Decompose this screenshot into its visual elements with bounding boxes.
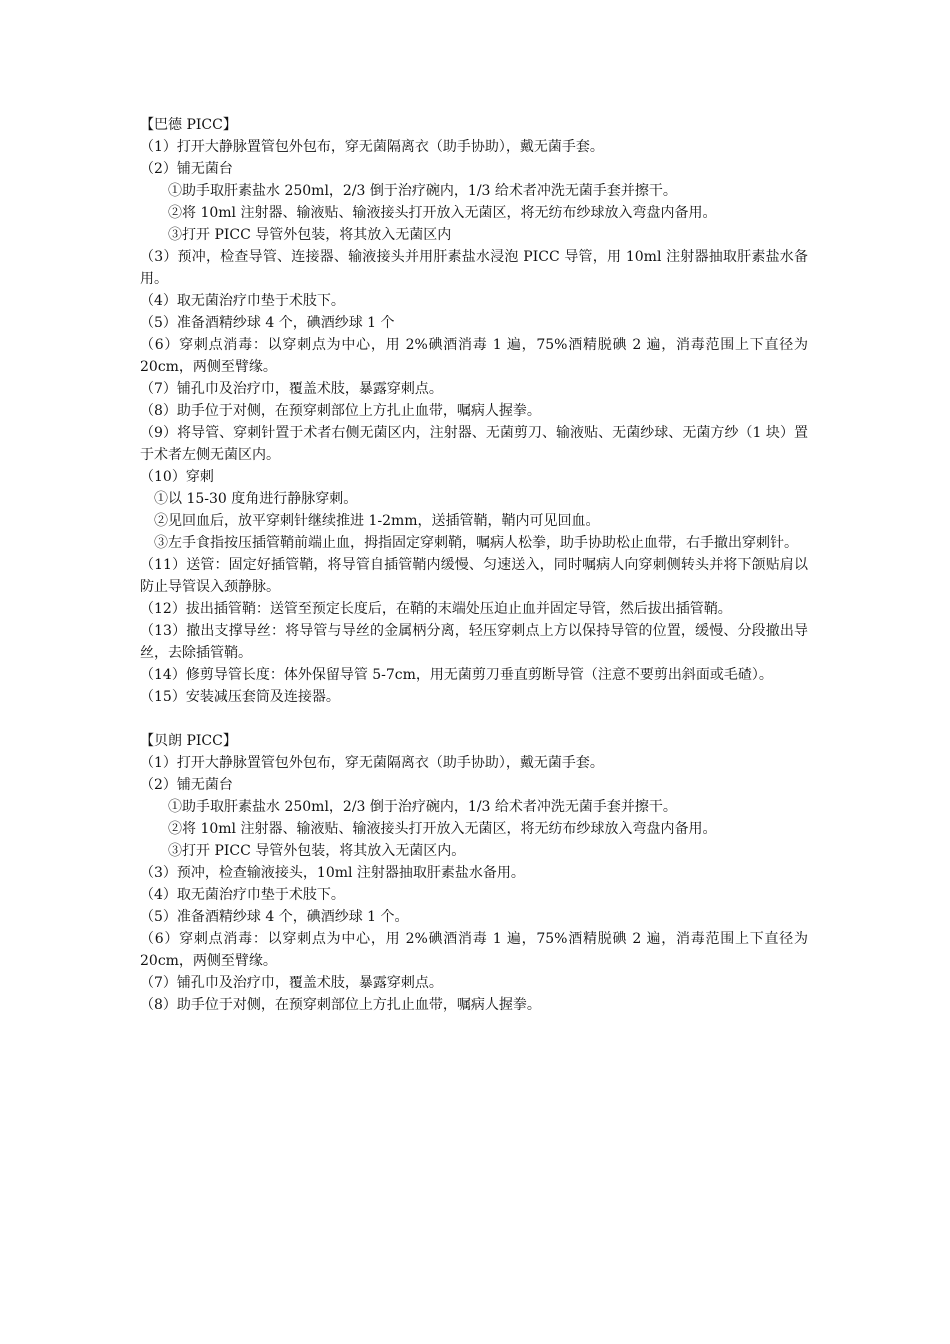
- step-paragraph: （9）将导管、穿刺针置于术者右侧无菌区内，注射器、无菌剪刀、输液贴、无菌纱球、无菌方纱（1 块）置于术者左侧无菌区内。: [140, 425, 808, 463]
- step-paragraph: （3）预冲，检查输液接头，10ml 注射器抽取肝素盐水备用。: [140, 865, 525, 881]
- step-paragraph: （6）穿刺点消毒：以穿刺点为中心，用 2%碘酒消毒 1 遍，75%酒精脱碘 2 遍，消毒范围上下直径为 20cm，两侧至臂缘。: [140, 931, 808, 969]
- step-paragraph: （15）安装减压套筒及连接器。: [140, 689, 340, 705]
- step-paragraph: （5）准备酒精纱球 4 个，碘酒纱球 1 个。: [140, 909, 409, 925]
- section-title: 【贝朗 PICC】: [140, 733, 237, 749]
- step-paragraph: （5）准备酒精纱球 4 个，碘酒纱球 1 个: [140, 315, 395, 331]
- document-body: [140, 114, 808, 1016]
- sub-step-paragraph: ②将 10ml 注射器、输液贴、输液接头打开放入无菌区，将无纺布纱球放入弯盘内备用。: [168, 821, 717, 837]
- step-paragraph: （10）穿刺: [140, 469, 214, 485]
- step-paragraph: （14）修剪导管长度：体外保留导管 5-7cm，用无菌剪刀垂直剪断导管（注意不要剪出斜面或毛碴）。: [140, 667, 773, 683]
- section-title: 【巴德 PICC】: [140, 117, 237, 133]
- step-paragraph: （8）助手位于对侧，在预穿刺部位上方扎止血带，嘱病人握拳。: [140, 403, 541, 419]
- step-paragraph: （6）穿刺点消毒：以穿刺点为中心，用 2%碘酒消毒 1 遍，75%酒精脱碘 2 遍，消毒范围上下直径为 20cm，两侧至臂缘。: [140, 337, 808, 375]
- step-paragraph: （2）铺无菌台: [140, 161, 233, 177]
- step-paragraph: （4）取无菌治疗巾垫于术肢下。: [140, 887, 345, 903]
- sub-step-paragraph: ①助手取肝素盐水 250ml，2/3 倒于治疗碗内，1/3 给术者冲洗无菌手套并擦干。: [168, 183, 677, 199]
- sub-step-paragraph: ①以 15-30 度角进行静脉穿刺。: [154, 491, 358, 507]
- step-paragraph: （1）打开大静脉置管包外包布，穿无菌隔离衣（助手协助），戴无菌手套。: [140, 755, 604, 771]
- sub-step-paragraph: ③打开 PICC 导管外包装，将其放入无菌区内。: [168, 843, 466, 859]
- step-paragraph: （7）铺孔巾及治疗巾，覆盖术肢，暴露穿刺点。: [140, 975, 443, 991]
- step-paragraph: （7）铺孔巾及治疗巾，覆盖术肢，暴露穿刺点。: [140, 381, 443, 397]
- step-paragraph: （3）预冲，检查导管、连接器、输液接头并用肝素盐水浸泡 PICC 导管，用 10ml 注射器抽取肝素盐水备用。: [140, 249, 808, 287]
- step-paragraph: （1）打开大静脉置管包外包布，穿无菌隔离衣（助手协助），戴无菌手套。: [140, 139, 604, 155]
- step-paragraph: （2）铺无菌台: [140, 777, 233, 793]
- sub-step-paragraph: ②见回血后，放平穿刺针继续推进 1-2mm，送插管鞘，鞘内可见回血。: [154, 513, 600, 529]
- step-paragraph: （12）拔出插管鞘：送管至预定长度后，在鞘的末端处压迫止血并固定导管，然后拔出插管鞘。: [140, 601, 732, 617]
- sub-step-paragraph: ③打开 PICC 导管外包装，将其放入无菌区内: [168, 227, 452, 243]
- step-paragraph: （4）取无菌治疗巾垫于术肢下。: [140, 293, 345, 309]
- section-gap: [140, 708, 808, 730]
- step-paragraph: （11）送管：固定好插管鞘，将导管自插管鞘内缓慢、匀速送入，同时嘱病人向穿刺侧转头并将下颌贴肩以防止导管误入颈静脉。: [140, 557, 808, 595]
- sub-step-paragraph: ②将 10ml 注射器、输液贴、输液接头打开放入无菌区，将无纺布纱球放入弯盘内备用。: [168, 205, 717, 221]
- step-paragraph: （8）助手位于对侧，在预穿刺部位上方扎止血带，嘱病人握拳。: [140, 997, 541, 1013]
- step-paragraph: （13）撤出支撑导丝：将导管与导丝的金属柄分离，轻压穿刺点上方以保持导管的位置，缓慢、分段撤出导丝，去除插管鞘。: [140, 623, 808, 661]
- sub-step-paragraph: ①助手取肝素盐水 250ml，2/3 倒于治疗碗内，1/3 给术者冲洗无菌手套并擦干。: [168, 799, 677, 815]
- sub-step-paragraph: ③左手食指按压插管鞘前端止血，拇指固定穿刺鞘，嘱病人松拳，助手协助松止血带，右手撤出穿刺针。: [154, 535, 798, 551]
